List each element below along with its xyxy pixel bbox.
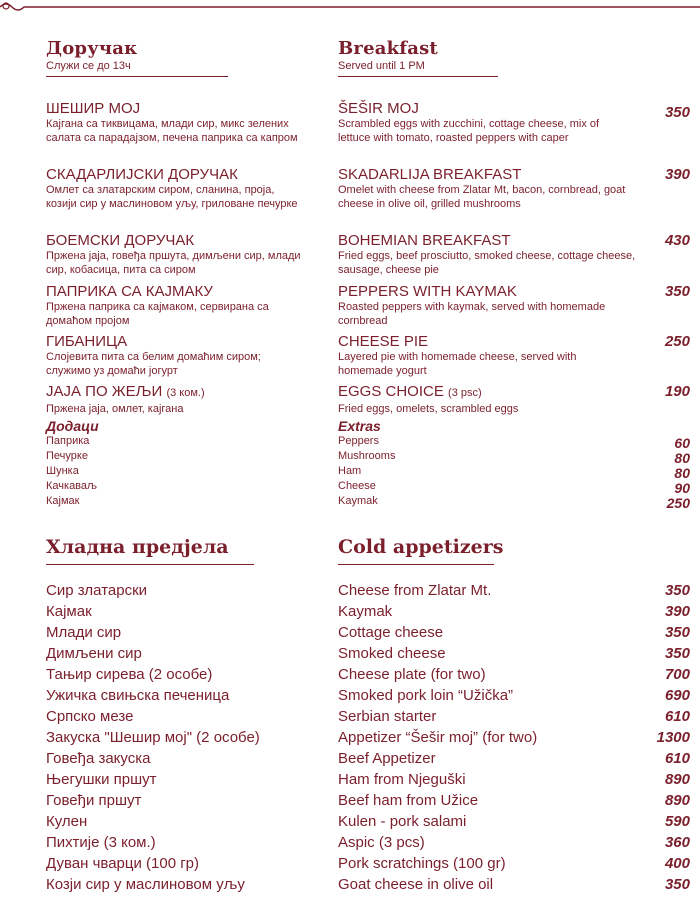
cold-price: 590 [664,813,690,830]
item-name: ШЕШИР МОЈ [46,100,141,117]
extra-item: Peppers [338,435,379,447]
cold-price: 1300 [656,729,690,746]
menu-item-sr [46,333,306,378]
item-price: 390 [664,166,690,183]
extra-price: 90 [674,480,690,496]
cold-item: Cheese from Zlatar Mt. [338,582,492,599]
cold-item: Тањир сирева (2 особе) [46,666,213,683]
menu-item-sr [46,166,306,211]
item-name-text: EGGS CHOICE [338,383,444,400]
item-price: 250 [664,333,690,350]
cold-item: Говеђи пршут [46,792,142,809]
extra-item: Печурке [46,450,88,462]
item-description: Fried eggs, beef prosciutto, smoked cheese, cottage cheese, sausage, cheese pie [338,250,636,276]
cold-price: 400 [664,855,690,872]
extra-item: Паприка [46,435,90,447]
cold-price: 890 [664,771,690,788]
cold-item: Kaymak [338,603,393,620]
cold-item: Smoked pork loin “Užička” [338,687,514,704]
item-name: ПАПРИКА СА КАЈМАКУ [46,283,213,300]
divider [338,564,494,565]
cold-item: Goat cheese in olive oil [338,876,494,893]
cold-item: Pork scratchings (100 gr) [338,855,506,872]
cold-price: 360 [664,834,690,851]
item-price: 190 [664,383,690,400]
cold-price: 890 [664,792,690,809]
divider [46,76,228,77]
extras-title-sr: Додаци [46,418,99,434]
cold-item: Сир златарски [46,582,148,599]
cold-price: 350 [664,624,690,641]
extra-item: Kaymak [338,495,378,507]
cold-price: 610 [664,708,690,725]
item-description: Layered pie with homemade cheese, served with homemade yogurt [338,351,577,377]
extra-item: Cheese [338,480,376,492]
cold-title-en: Cold appetizers [338,536,504,558]
cold-item: Beef Appetizer [338,750,436,767]
cold-price: 700 [664,666,690,683]
item-name [46,383,306,402]
extra-item: Кајмак [46,495,80,507]
cold-item: Козји сир у маслиновом уљу [46,876,245,893]
cold-item: Српско мезе [46,708,134,725]
extras-prices [600,436,690,511]
cold-item: Дуван чварци (100 гр) [46,855,200,872]
cold-item: Kulen - pork salami [338,813,467,830]
item-price: 430 [664,232,690,249]
cold-item: Ham from Njeguški [338,771,466,788]
item-name: ŠEŠIR MOJ [338,100,419,117]
item-description: Омлет са златарским сиром, сланина, проја, козији сир у маслиновом уљу, гриловане печурке [46,184,298,210]
menu-item-sr [46,100,306,145]
cold-header-en [338,536,658,565]
item-price: 350 [664,283,690,300]
cold-price: 610 [664,750,690,767]
cold-price: 350 [664,876,690,893]
item-name: SKADARLIJA BREAKFAST [338,166,522,183]
extra-price: 80 [674,465,690,481]
item-qty: (3 psc) [448,387,482,399]
item-name-text: ЈАЈА ПО ЖЕЉИ [46,383,163,400]
item-name: БОЕМСКИ ДОРУЧАК [46,232,195,249]
breakfast-title-en: Breakfast [338,38,438,59]
extra-item: Качкаваљ [46,480,97,492]
extras-list-sr [46,418,306,509]
menu-item-sr [46,383,306,416]
cold-item: Appetizer “Šešir moj” (for two) [338,729,538,746]
top-ornament [0,0,700,14]
divider [46,564,254,565]
item-description: Omelet with cheese from Zlatar Mt, bacon, cornbread, goat cheese in olive oil, grilled mushrooms [338,184,626,210]
cold-title-sr: Хладна предјела [46,536,229,558]
cold-item: Cheese plate (for two) [338,666,486,683]
cold-item: Serbian starter [338,708,437,725]
extra-item: Ham [338,465,362,477]
cold-item: Aspic (3 pcs) [338,834,425,851]
extra-price: 60 [674,435,690,451]
breakfast-subtitle-sr: Служи се до 13ч [46,60,131,72]
cold-item: Beef ham from Užice [338,792,479,809]
item-price: 350 [664,104,690,121]
extra-price: 250 [666,495,690,511]
cold-item: Ужичка свињска печеница [46,687,230,704]
item-description: Fried eggs, omelets, scrambled eggs [338,403,519,415]
extra-item: Шунка [46,465,79,477]
item-description: Roasted peppers with kaymak, served with homemade cornbread [338,301,606,327]
cold-item: Млади сир [46,624,122,641]
cold-item: Smoked cheese [338,645,446,662]
cold-item: Кулен [46,813,88,830]
extra-item: Mushrooms [338,450,396,462]
cold-price: 350 [664,582,690,599]
breakfast-header-en [338,38,658,77]
cold-header-sr [46,536,306,565]
cold-item: Закуска "Шешир мој" (2 особе) [46,729,260,746]
cold-prices [600,580,690,895]
cold-price: 350 [664,645,690,662]
cold-item: Пихтије (3 ком.) [46,834,156,851]
divider [338,76,498,77]
item-name: BOHEMIAN BREAKFAST [338,232,511,249]
item-description: Кајгана са тиквицама, млади сир, микс зелених салата са парадајзом, печена паприка са капром [46,118,298,144]
cold-item: Димљени сир [46,645,142,662]
breakfast-title-sr: Доручак [46,38,138,59]
breakfast-subtitle-en: Served until 1 PM [338,60,425,72]
item-description: Пржена јаја, омлет, кајгана [46,403,184,415]
menu-item-sr [46,283,306,328]
item-name: PEPPERS WITH KAYMAK [338,283,517,300]
cold-list-sr [46,580,306,895]
item-description: Scrambled eggs with zucchini, cottage cheese, mix of lettuce with tomato, roasted peppers with caper [338,118,600,144]
item-name: CHEESE PIE [338,333,429,350]
cold-item: Кајмак [46,603,92,620]
breakfast-header-sr [46,38,306,77]
cold-price: 690 [664,687,690,704]
cold-item: Његушки пршут [46,771,157,788]
item-qty: (3 ком.) [166,387,205,399]
item-description: Слојевита пита са белим домаћим сиром; служимо уз домаћи јогурт [46,351,261,377]
cold-price: 390 [664,603,690,620]
cold-item: Cottage cheese [338,624,444,641]
item-description: Пржена паприка са кајмаком, сервирана са домаћом пројом [46,301,269,327]
item-name: СКАДАРЛИЈСКИ ДОРУЧАК [46,166,238,183]
item-name: ГИБАНИЦА [46,333,128,350]
extras-title-en: Extras [338,418,381,434]
item-description: Пржена јаја, говеђа пршута, димљени сир, млади сир, кобасица, пита са сиром [46,250,301,276]
cold-item: Говеђа закуска [46,750,151,767]
extra-price: 80 [674,450,690,466]
menu-item-sr [46,232,306,277]
